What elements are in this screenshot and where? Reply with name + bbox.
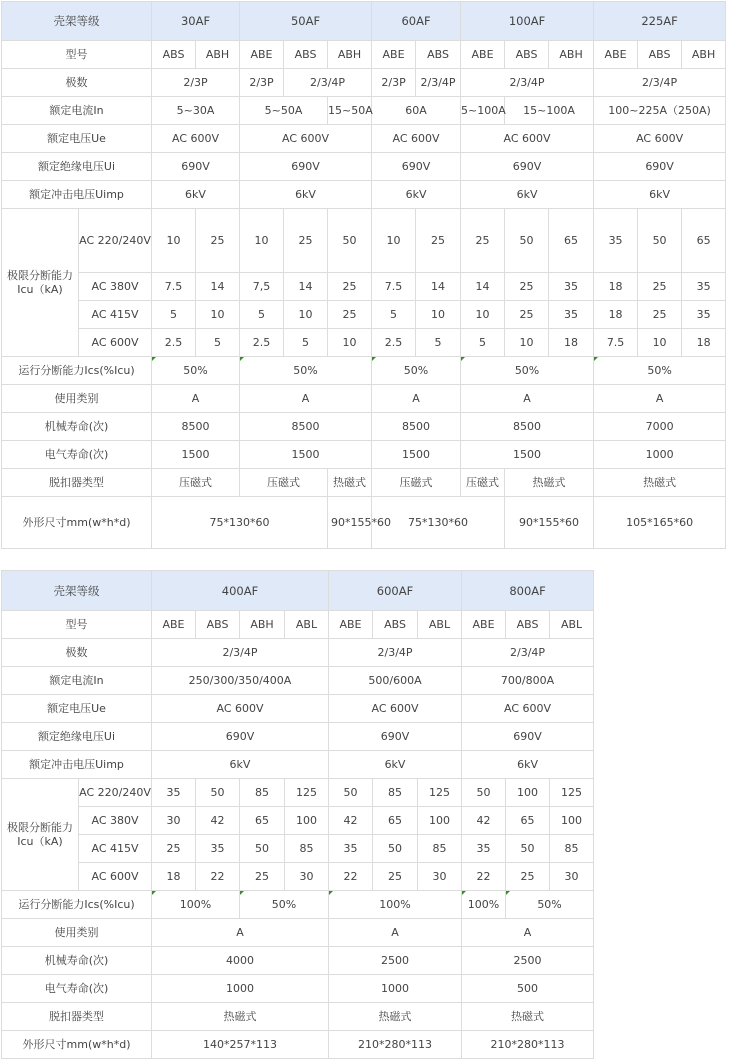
insulation-cell: 690V (372, 153, 461, 181)
poles-cell: 2/3/4P (152, 639, 329, 667)
icu-row (2, 301, 726, 329)
model-cell: ABS (638, 41, 682, 69)
poles-cell: 2/3P (152, 69, 240, 97)
icu-cell: 50 (506, 835, 550, 863)
icu-cell: 35 (329, 835, 373, 863)
icu-cell: 22 (329, 863, 373, 891)
impulse-cell: 6kV (594, 181, 726, 209)
trip-cell: 热磁式 (329, 1003, 462, 1031)
poles-cell: 2/3/4P (284, 69, 372, 97)
icu-cell: 2.5 (372, 329, 416, 357)
current-label: 额定电流In (2, 667, 152, 695)
model-cell: ABS (506, 611, 550, 639)
dims-cell: 90*155*60 (328, 497, 372, 549)
icu-cell: 10 (152, 209, 196, 273)
ics-cell: 50% (152, 357, 240, 385)
icu-cell: 14 (461, 273, 505, 301)
mech-life-label: 机械寿命(次) (2, 947, 152, 975)
icu-cell: 25 (196, 209, 240, 273)
icu-row (2, 273, 726, 301)
icu-cell: 85 (550, 835, 594, 863)
mech-life-cell: 8500 (372, 413, 461, 441)
icu-cell: 50 (638, 209, 682, 273)
impulse-row (2, 751, 594, 779)
icu-row (2, 779, 594, 807)
insulation-row (2, 723, 594, 751)
icu-row (2, 835, 594, 863)
icu-cell: 10 (638, 329, 682, 357)
model-cell: ABE (372, 41, 416, 69)
icu-cell: 14 (196, 273, 240, 301)
elec-life-cell: 1000 (152, 975, 329, 1003)
impulse-cell: 6kV (372, 181, 461, 209)
impulse-label: 额定冲击电压Uimp (2, 751, 152, 779)
poles-row (2, 639, 594, 667)
voltage-row (2, 695, 594, 723)
voltage-label: 额定电压Ue (2, 125, 152, 153)
trip-cell: 热磁式 (594, 469, 726, 497)
trip-row (2, 1003, 594, 1031)
icu-cell: 85 (373, 779, 418, 807)
elec-life-row (2, 975, 594, 1003)
model-label: 型号 (2, 611, 152, 639)
impulse-cell: 6kV (462, 751, 594, 779)
icu-cell: 5 (416, 329, 461, 357)
mech-life-row (2, 947, 594, 975)
icu-cell: 100 (285, 807, 329, 835)
model-cell: ABL (550, 611, 594, 639)
category-label: 使用类别 (2, 385, 152, 413)
icu-cell: 7.5 (594, 329, 638, 357)
icu-cell: 25 (373, 863, 418, 891)
category-cell: A (240, 385, 372, 413)
impulse-cell: 6kV (461, 181, 594, 209)
icu-cell: 10 (372, 209, 416, 273)
ics-label: 运行分断能力Ics(%Icu) (2, 891, 152, 919)
spec-table-1 (1, 1, 726, 549)
icu-cell: 7.5 (372, 273, 416, 301)
voltage-row (2, 125, 726, 153)
category-cell: A (372, 385, 461, 413)
icu-cell: 65 (682, 209, 726, 273)
icu-cell: 25 (505, 301, 549, 329)
icu-cell: 14 (416, 273, 461, 301)
ics-cell: 100% (462, 891, 506, 919)
icu-cell: 85 (240, 779, 285, 807)
model-cell: ABH (196, 41, 240, 69)
poles-label: 极数 (2, 69, 152, 97)
insulation-cell: 690V (240, 153, 372, 181)
dims-row (2, 497, 726, 549)
icu-cell: 35 (682, 273, 726, 301)
icu-cell: 35 (196, 835, 240, 863)
insulation-cell: 690V (152, 153, 240, 181)
category-cell: A (329, 919, 462, 947)
current-cell: 60A (372, 97, 461, 125)
icu-cell: 50 (329, 779, 373, 807)
icu-cell: 50 (328, 209, 372, 273)
dims-label: 外形尺寸mm(w*h*d) (2, 497, 152, 549)
trip-cell: 热磁式 (462, 1003, 594, 1031)
voltage-cell: AC 600V (329, 695, 462, 723)
icu-cell: 42 (462, 807, 506, 835)
ics-cell: 50% (594, 357, 726, 385)
mech-life-label: 机械寿命(次) (2, 413, 152, 441)
current-cell: 500/600A (329, 667, 462, 695)
elec-life-cell: 1500 (240, 441, 372, 469)
category-row (2, 385, 726, 413)
dims-cell: 140*257*113 (152, 1031, 329, 1059)
icu-cell: 35 (152, 779, 196, 807)
icu-cell: 35 (682, 301, 726, 329)
mech-life-cell: 7000 (594, 413, 726, 441)
model-row (2, 41, 726, 69)
frame-cell: 30AF (152, 2, 240, 41)
impulse-cell: 6kV (152, 751, 329, 779)
trip-cell: 热磁式 (152, 1003, 329, 1031)
icu-label: 极限分断能力Icu（kA) (2, 779, 79, 891)
ics-row (2, 357, 726, 385)
icu-cell: 50 (505, 209, 549, 273)
frame-cell: 225AF (594, 2, 726, 41)
icu-cell: 7,5 (240, 273, 284, 301)
icu-cell: 30 (152, 807, 196, 835)
icu-cell: 25 (416, 209, 461, 273)
mech-life-cell: 8500 (152, 413, 240, 441)
insulation-cell: 690V (461, 153, 594, 181)
current-cell: 700/800A (462, 667, 594, 695)
dims-cell: 75*130*60 (152, 497, 328, 549)
icu-voltage-label: AC 220/240V (79, 779, 152, 807)
icu-cell: 5 (372, 301, 416, 329)
icu-row (2, 807, 594, 835)
model-cell: ABL (285, 611, 329, 639)
current-cell: 5~50A (240, 97, 328, 125)
model-cell: ABS (373, 611, 418, 639)
icu-cell: 22 (196, 863, 240, 891)
voltage-cell: AC 600V (240, 125, 372, 153)
model-cell: ABH (682, 41, 726, 69)
icu-cell: 7.5 (152, 273, 196, 301)
icu-cell: 30 (418, 863, 462, 891)
icu-cell: 42 (196, 807, 240, 835)
model-cell: ABS (416, 41, 461, 69)
icu-cell: 10 (328, 329, 372, 357)
poles-cell: 2/3P (372, 69, 416, 97)
elec-life-cell: 1500 (152, 441, 240, 469)
voltage-cell: AC 600V (152, 695, 329, 723)
icu-cell: 25 (152, 835, 196, 863)
current-cell: 15~100A (505, 97, 594, 125)
voltage-cell: AC 600V (462, 695, 594, 723)
elec-life-label: 电气寿命(次) (2, 975, 152, 1003)
model-row (2, 611, 594, 639)
icu-cell: 2.5 (152, 329, 196, 357)
icu-voltage-label: AC 415V (79, 835, 152, 863)
model-cell: ABH (240, 611, 285, 639)
poles-cell: 2/3/4P (594, 69, 726, 97)
icu-cell: 5 (284, 329, 328, 357)
frame-label: 壳架等级 (2, 2, 152, 41)
insulation-row (2, 153, 726, 181)
icu-label: 极限分断能力Icu（kA) (2, 209, 79, 357)
frame-cell: 400AF (152, 571, 329, 611)
poles-cell: 2/3/4P (416, 69, 461, 97)
impulse-row (2, 181, 726, 209)
elec-life-row (2, 441, 726, 469)
icu-cell: 5 (461, 329, 505, 357)
impulse-cell: 6kV (240, 181, 372, 209)
frame-cell: 50AF (240, 2, 372, 41)
model-cell: ABS (196, 611, 240, 639)
icu-cell: 18 (152, 863, 196, 891)
mech-life-cell: 2500 (462, 947, 594, 975)
frame-cell: 800AF (462, 571, 594, 611)
icu-cell: 5 (152, 301, 196, 329)
frame-cell: 600AF (329, 571, 462, 611)
poles-label: 极数 (2, 639, 152, 667)
icu-cell: 25 (328, 301, 372, 329)
icu-cell: 65 (373, 807, 418, 835)
icu-cell: 30 (285, 863, 329, 891)
elec-life-cell: 500 (462, 975, 594, 1003)
ics-cell: 50% (461, 357, 594, 385)
icu-cell: 35 (549, 273, 594, 301)
frame-cell: 60AF (372, 2, 461, 41)
trip-cell: 压磁式 (152, 469, 240, 497)
spec-table-2 (1, 570, 594, 1059)
icu-cell: 10 (505, 329, 549, 357)
icu-cell: 35 (594, 209, 638, 273)
icu-cell: 18 (594, 273, 638, 301)
icu-cell: 85 (418, 835, 462, 863)
category-cell: A (152, 919, 329, 947)
model-cell: ABS (284, 41, 328, 69)
icu-cell: 50 (462, 779, 506, 807)
model-cell: ABH (549, 41, 594, 69)
icu-cell: 65 (240, 807, 285, 835)
icu-cell: 50 (373, 835, 418, 863)
dims-label: 外形尺寸mm(w*h*d) (2, 1031, 152, 1059)
model-label: 型号 (2, 41, 152, 69)
icu-cell: 10 (416, 301, 461, 329)
icu-voltage-label: AC 220/240V (79, 209, 152, 273)
icu-cell: 100 (550, 807, 594, 835)
icu-cell: 25 (638, 301, 682, 329)
category-label: 使用类别 (2, 919, 152, 947)
icu-cell: 10 (196, 301, 240, 329)
icu-cell: 30 (550, 863, 594, 891)
icu-cell: 25 (240, 863, 285, 891)
icu-voltage-label: AC 600V (79, 863, 152, 891)
frame-row (2, 571, 594, 611)
category-row (2, 919, 594, 947)
model-cell: ABE (152, 611, 196, 639)
icu-cell: 14 (284, 273, 328, 301)
mech-life-row (2, 413, 726, 441)
trip-label: 脱扣器类型 (2, 1003, 152, 1031)
elec-life-cell: 1000 (329, 975, 462, 1003)
icu-cell: 35 (462, 835, 506, 863)
trip-cell: 压磁式 (372, 469, 461, 497)
insulation-cell: 690V (462, 723, 594, 751)
frame-label: 壳架等级 (2, 571, 152, 611)
icu-cell: 18 (594, 301, 638, 329)
icu-row (2, 329, 726, 357)
trip-label: 脱扣器类型 (2, 469, 152, 497)
voltage-cell: AC 600V (594, 125, 726, 153)
poles-cell: 2/3/4P (462, 639, 594, 667)
model-cell: ABE (462, 611, 506, 639)
icu-cell: 5 (196, 329, 240, 357)
icu-voltage-label: AC 380V (79, 807, 152, 835)
poles-cell: 2/3/4P (461, 69, 594, 97)
dims-cell: 105*165*60 (594, 497, 726, 549)
icu-cell: 25 (638, 273, 682, 301)
mech-life-cell: 8500 (240, 413, 372, 441)
frame-row (2, 2, 726, 41)
icu-cell: 18 (549, 329, 594, 357)
trip-cell: 压磁式 (461, 469, 505, 497)
elec-life-cell: 1000 (594, 441, 726, 469)
icu-cell: 25 (328, 273, 372, 301)
icu-cell: 2.5 (240, 329, 284, 357)
model-cell: ABH (328, 41, 372, 69)
ics-row (2, 891, 594, 919)
model-cell: ABS (505, 41, 549, 69)
elec-life-cell: 1500 (461, 441, 594, 469)
ics-cell: 50% (240, 891, 329, 919)
icu-cell: 10 (240, 209, 284, 273)
insulation-cell: 690V (152, 723, 329, 751)
insulation-label: 额定绝缘电压Ui (2, 723, 152, 751)
insulation-cell: 690V (594, 153, 726, 181)
icu-cell: 22 (462, 863, 506, 891)
ics-cell: 50% (372, 357, 461, 385)
icu-cell: 85 (285, 835, 329, 863)
model-cell: ABL (418, 611, 462, 639)
mech-life-cell: 4000 (152, 947, 329, 975)
ics-cell: 50% (240, 357, 372, 385)
trip-row (2, 469, 726, 497)
current-cell: 250/300/350/400A (152, 667, 329, 695)
dims-row (2, 1031, 594, 1059)
ics-cell: 50% (506, 891, 594, 919)
elec-life-label: 电气寿命(次) (2, 441, 152, 469)
mech-life-cell: 2500 (329, 947, 462, 975)
icu-cell: 42 (329, 807, 373, 835)
insulation-label: 额定绝缘电压Ui (2, 153, 152, 181)
icu-cell: 25 (505, 273, 549, 301)
category-cell: A (461, 385, 594, 413)
current-row (2, 667, 594, 695)
icu-cell: 25 (506, 863, 550, 891)
current-row (2, 97, 726, 125)
model-cell: ABS (152, 41, 196, 69)
icu-cell: 18 (682, 329, 726, 357)
elec-life-cell: 1500 (372, 441, 461, 469)
icu-cell: 100 (506, 779, 550, 807)
current-label: 额定电流In (2, 97, 152, 125)
icu-cell: 50 (240, 835, 285, 863)
icu-cell: 125 (418, 779, 462, 807)
icu-voltage-label: AC 380V (79, 273, 152, 301)
voltage-label: 额定电压Ue (2, 695, 152, 723)
mech-life-cell: 8500 (461, 413, 594, 441)
poles-cell: 2/3P (240, 69, 284, 97)
category-cell: A (462, 919, 594, 947)
icu-cell: 125 (550, 779, 594, 807)
icu-cell: 125 (285, 779, 329, 807)
icu-row (2, 209, 726, 273)
icu-cell: 65 (549, 209, 594, 273)
current-cell: 15~50A (328, 97, 372, 125)
current-cell: 5~100A (461, 97, 505, 125)
category-cell: A (152, 385, 240, 413)
category-cell: A (594, 385, 726, 413)
dims-cell: 75*130*60 (372, 497, 505, 549)
ics-cell: 100% (152, 891, 240, 919)
dims-cell: 210*280*113 (462, 1031, 594, 1059)
icu-row (2, 863, 594, 891)
trip-cell: 热磁式 (505, 469, 594, 497)
icu-cell: 25 (284, 209, 328, 273)
trip-cell: 压磁式 (240, 469, 328, 497)
icu-cell: 35 (549, 301, 594, 329)
current-cell: 100~225A（250A) (594, 97, 726, 125)
current-cell: 5~30A (152, 97, 240, 125)
icu-voltage-label: AC 415V (79, 301, 152, 329)
model-cell: ABE (329, 611, 373, 639)
model-cell: ABE (240, 41, 284, 69)
trip-cell: 热磁式 (328, 469, 372, 497)
impulse-label: 额定冲击电压Uimp (2, 181, 152, 209)
insulation-cell: 690V (329, 723, 462, 751)
icu-cell: 100 (418, 807, 462, 835)
dims-cell: 90*155*60 (505, 497, 594, 549)
frame-cell: 100AF (461, 2, 594, 41)
voltage-cell: AC 600V (152, 125, 240, 153)
icu-cell: 50 (196, 779, 240, 807)
icu-cell: 65 (506, 807, 550, 835)
impulse-cell: 6kV (329, 751, 462, 779)
voltage-cell: AC 600V (461, 125, 594, 153)
voltage-cell: AC 600V (372, 125, 461, 153)
icu-cell: 10 (284, 301, 328, 329)
model-cell: ABE (594, 41, 638, 69)
impulse-cell: 6kV (152, 181, 240, 209)
icu-cell: 5 (240, 301, 284, 329)
icu-cell: 10 (461, 301, 505, 329)
poles-cell: 2/3/4P (329, 639, 462, 667)
poles-row (2, 69, 726, 97)
icu-cell: 25 (461, 209, 505, 273)
model-cell: ABE (461, 41, 505, 69)
dims-cell: 210*280*113 (329, 1031, 462, 1059)
ics-cell: 100% (329, 891, 462, 919)
icu-voltage-label: AC 600V (79, 329, 152, 357)
ics-label: 运行分断能力Ics(%Icu) (2, 357, 152, 385)
